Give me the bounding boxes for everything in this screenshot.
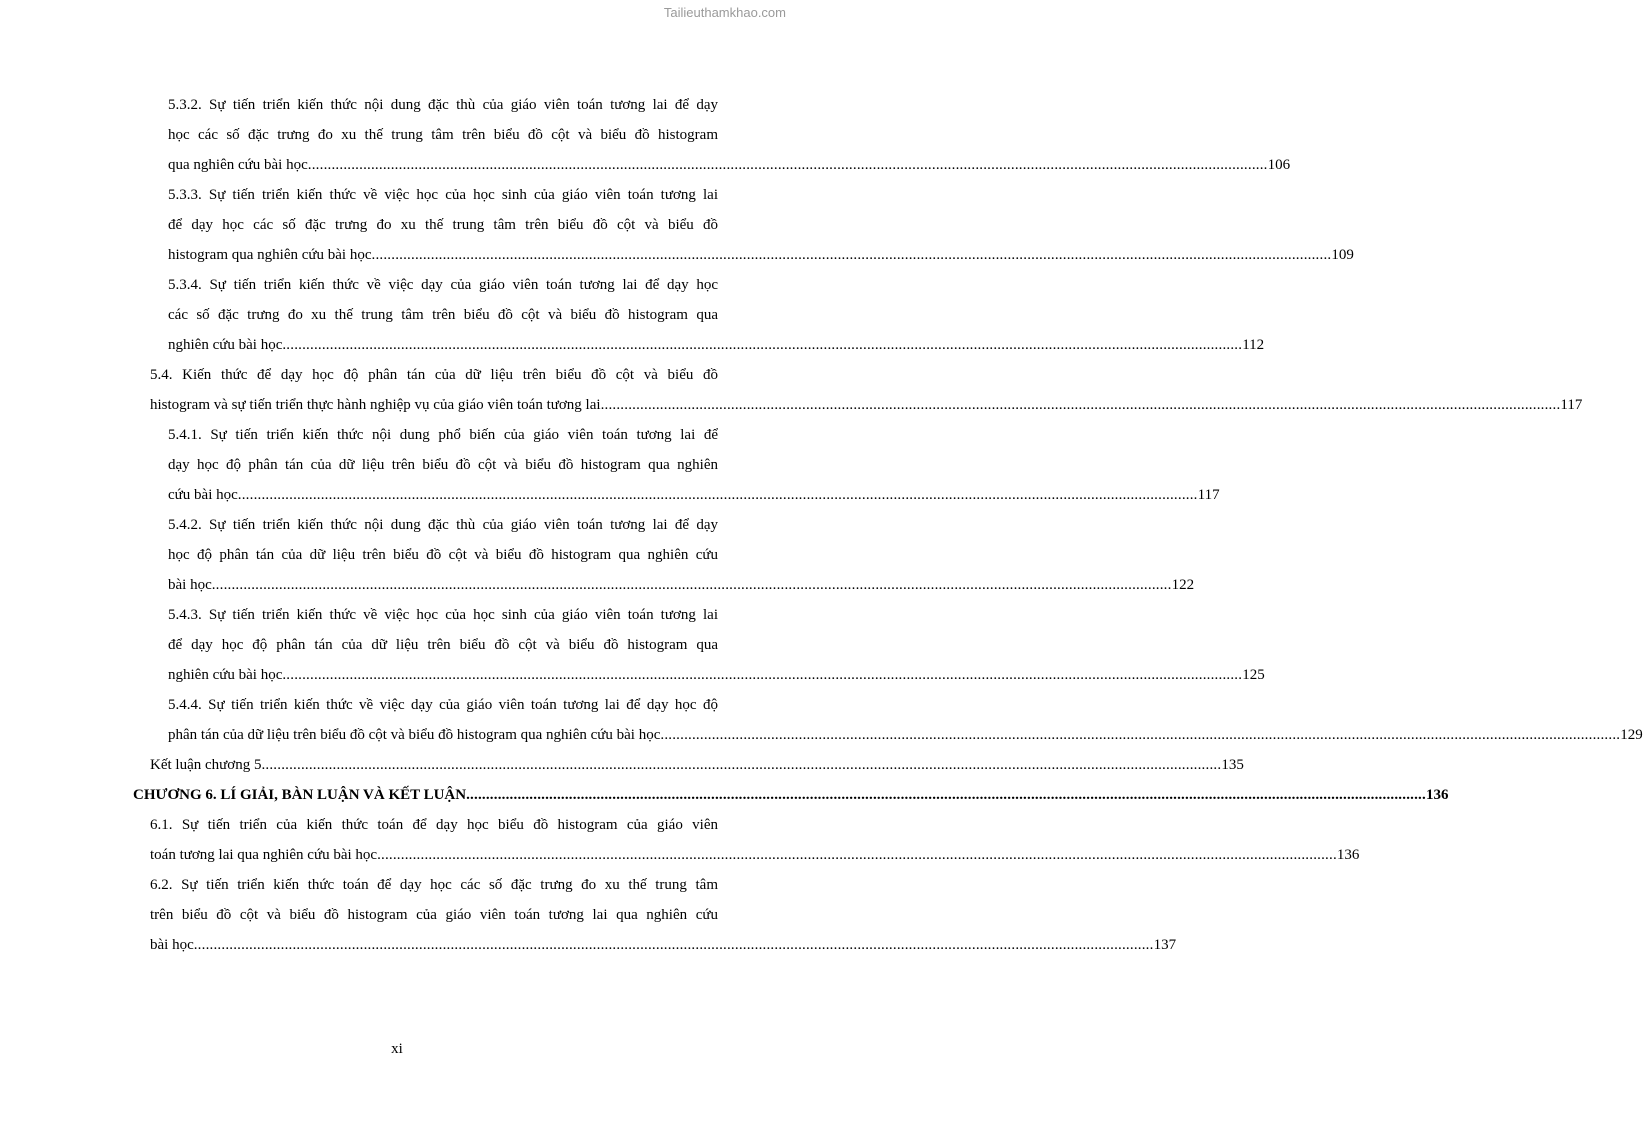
dot-leader: ................................................................................................................................................................................................................................................... bbox=[466, 787, 1426, 803]
watermark: Tailieuthamkhao.com bbox=[663, 5, 786, 20]
toc-entry-last-line bbox=[150, 390, 1583, 420]
toc-page-number: 106 bbox=[1267, 157, 1291, 173]
toc-entry-line: trên biểu đồ cột và biểu đồ histogram của giáo viên toán tương lai qua nghiên cứu bbox=[150, 907, 718, 923]
toc-page-number: 109 bbox=[1331, 247, 1354, 263]
page-number: xi bbox=[391, 1041, 403, 1057]
toc-entry-title: bài học bbox=[150, 937, 194, 953]
toc-entry[interactable] bbox=[168, 600, 1265, 690]
dot-leader: ................................................................................................................................................................................................................................................... bbox=[282, 337, 1243, 353]
toc-entry-line: 5.3.2. Sự tiến triển kiến thức nội dung đặc thù của giáo viên toán tương lai để dạy bbox=[168, 97, 718, 113]
toc-entry-title: CHƯƠNG 6. LÍ GIẢI, BÀN LUẬN VÀ KẾT LUẬN bbox=[133, 787, 467, 803]
toc-entry-title: nghiên cứu bài học bbox=[168, 667, 283, 683]
toc-entry-line: 5.4.3. Sự tiến triển kiến thức về việc học của học sinh của giáo viên toán tương lai bbox=[168, 607, 718, 623]
toc-entry[interactable] bbox=[150, 810, 1360, 870]
toc-entry-title: bài học bbox=[168, 577, 212, 593]
toc-entry-line: 5.3.4. Sự tiến triển kiến thức về việc dạy của giáo viên toán tương lai để dạy học bbox=[168, 277, 718, 293]
toc-entry-line: để dạy học độ phân tán của dữ liệu trên biểu đồ cột và biểu đồ histogram qua bbox=[168, 637, 718, 653]
toc-entry-last-line bbox=[150, 750, 1244, 780]
toc-entry-title: toán tương lai qua nghiên cứu bài học bbox=[150, 847, 378, 863]
toc-entry-last-line bbox=[168, 720, 1643, 750]
dot-leader: ................................................................................................................................................................................................................................................... bbox=[307, 157, 1268, 173]
toc-entry-line: 5.4.1. Sự tiến triển kiến thức nội dung phổ biến của giáo viên toán tương lai để bbox=[168, 427, 718, 443]
toc-page-number: 122 bbox=[1171, 577, 1195, 593]
toc-entry-last-line bbox=[168, 480, 1220, 510]
toc-entry-title: cứu bài học bbox=[168, 487, 238, 503]
toc-entry-line: học các số đặc trưng đo xu thế trung tâm trên biểu đồ cột và biểu đồ histogram bbox=[168, 127, 718, 143]
toc-entry-last-line bbox=[168, 330, 1265, 360]
toc-entry[interactable] bbox=[150, 360, 1583, 420]
dot-leader: ................................................................................................................................................................................................................................................... bbox=[660, 727, 1621, 743]
toc-page-number: 125 bbox=[1242, 667, 1265, 683]
toc-page-number: 117 bbox=[1560, 397, 1583, 413]
toc-entry[interactable] bbox=[168, 270, 1265, 360]
toc-entry[interactable] bbox=[133, 780, 1449, 810]
toc-entry-title: histogram qua nghiên cứu bài học bbox=[168, 247, 372, 263]
toc-entry-last-line bbox=[150, 930, 1177, 960]
toc-entry-line: học độ phân tán của dữ liệu trên biểu đồ cột và biểu đồ histogram qua nghiên cứu bbox=[168, 547, 718, 563]
toc-page-number: 117 bbox=[1197, 487, 1220, 503]
dot-leader: ................................................................................................................................................................................................................................................... bbox=[371, 247, 1332, 263]
toc-page-number: 129 bbox=[1620, 727, 1643, 743]
toc-entry[interactable] bbox=[168, 420, 1220, 510]
toc-page-number: 136 bbox=[1336, 847, 1360, 863]
toc-entry-title: Kết luận chương 5 bbox=[150, 757, 262, 773]
toc-entry-line: các số đặc trưng đo xu thế trung tâm trên biểu đồ cột và biểu đồ histogram qua bbox=[168, 307, 718, 323]
toc-entry-line: 5.4.4. Sự tiến triển kiến thức về việc dạy của giáo viên toán tương lai để dạy học độ bbox=[168, 697, 718, 713]
toc-entry-last-line bbox=[133, 780, 1449, 810]
toc-entry-line: dạy học độ phân tán của dữ liệu trên biểu đồ cột và biểu đồ histogram qua nghiên bbox=[168, 457, 718, 473]
toc-entry-last-line bbox=[168, 150, 1291, 180]
toc-entry-title: histogram và sự tiến triển thực hành nghiệp vụ của giáo viên toán tương lai bbox=[150, 397, 601, 413]
toc-entry-title: phân tán của dữ liệu trên biểu đồ cột và biểu đồ histogram qua nghiên cứu bài học bbox=[168, 727, 661, 743]
toc-entry[interactable] bbox=[150, 750, 1244, 780]
dot-leader: ................................................................................................................................................................................................................................................... bbox=[193, 937, 1154, 953]
toc-entry-title: qua nghiên cứu bài học bbox=[168, 157, 308, 173]
toc-entry[interactable] bbox=[168, 180, 1354, 270]
dot-leader: ................................................................................................................................................................................................................................................... bbox=[377, 847, 1337, 863]
toc-entry-line: 5.3.3. Sự tiến triển kiến thức về việc học của học sinh của giáo viên toán tương lai bbox=[168, 187, 718, 203]
table-of-contents bbox=[0, 90, 1643, 960]
toc-page-number: 137 bbox=[1153, 937, 1177, 953]
dot-leader: ................................................................................................................................................................................................................................................... bbox=[261, 757, 1222, 773]
toc-entry[interactable] bbox=[168, 510, 1195, 600]
toc-page-number: 112 bbox=[1242, 337, 1265, 353]
toc-entry-last-line bbox=[168, 240, 1354, 270]
toc-page-number: 135 bbox=[1221, 757, 1244, 773]
toc-entry-line: để dạy học các số đặc trưng đo xu thế trung tâm trên biểu đồ cột và biểu đồ bbox=[168, 217, 718, 233]
toc-entry-last-line bbox=[150, 840, 1360, 870]
dot-leader: ................................................................................................................................................................................................................................................... bbox=[600, 397, 1561, 413]
dot-leader: ................................................................................................................................................................................................................................................... bbox=[237, 487, 1198, 503]
dot-leader: ................................................................................................................................................................................................................................................... bbox=[211, 577, 1172, 593]
toc-entry-last-line bbox=[168, 660, 1265, 690]
toc-entry-line: 5.4. Kiến thức để dạy học độ phân tán của dữ liệu trên biểu đồ cột và biểu đồ bbox=[150, 367, 718, 383]
toc-entry[interactable] bbox=[168, 90, 1291, 180]
toc-entry[interactable] bbox=[150, 870, 1177, 960]
toc-page-number: 136 bbox=[1425, 787, 1449, 803]
toc-entry[interactable] bbox=[168, 690, 1643, 750]
toc-entry-title: nghiên cứu bài học bbox=[168, 337, 283, 353]
toc-entry-line: 6.2. Sự tiến triển kiến thức toán để dạy học các số đặc trưng đo xu thế trung tâm bbox=[150, 877, 718, 893]
dot-leader: ................................................................................................................................................................................................................................................... bbox=[282, 667, 1243, 683]
toc-entry-line: 5.4.2. Sự tiến triển kiến thức nội dung đặc thù của giáo viên toán tương lai để dạy bbox=[168, 517, 718, 533]
toc-entry-last-line bbox=[168, 570, 1195, 600]
toc-entry-line: 6.1. Sự tiến triển của kiến thức toán để dạy học biểu đồ histogram của giáo viên bbox=[150, 817, 718, 833]
